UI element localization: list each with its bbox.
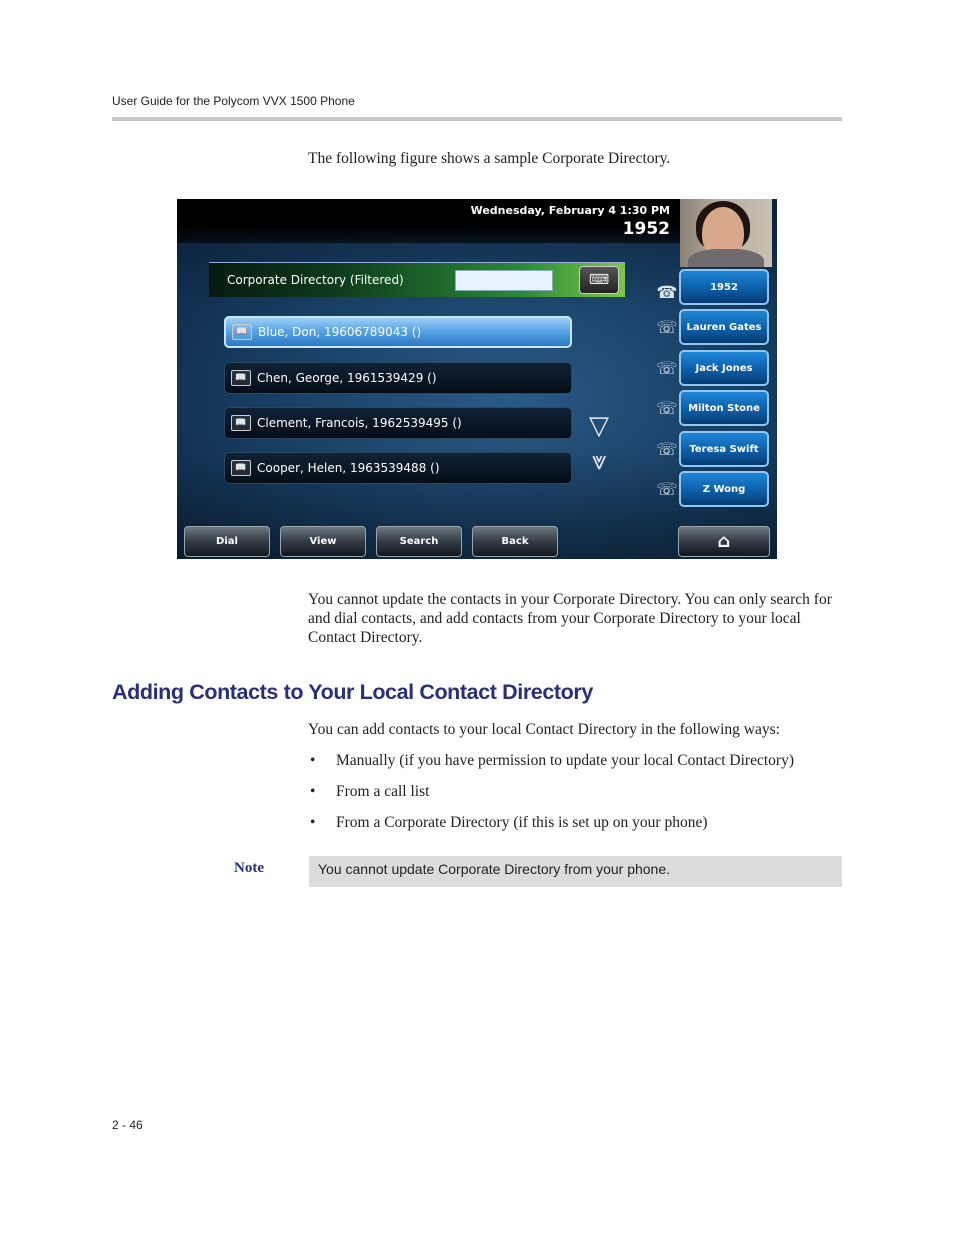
list-item: • Manually (if you have permission to update your local Contact Directory) <box>310 752 794 769</box>
speed-dial-icon: ☏ <box>656 440 678 460</box>
date-time: Wednesday, February 4 1:30 PM <box>470 204 670 217</box>
line-button[interactable]: Lauren Gates <box>679 309 769 345</box>
intro-paragraph: The following figure shows a sample Corporate Directory. <box>308 150 671 167</box>
softkey-dial[interactable]: Dial <box>184 526 270 557</box>
book-icon: 📖 <box>231 460 251 476</box>
softkey-back[interactable]: Back <box>472 526 558 557</box>
page-down-icon[interactable]: ⩔ <box>591 446 607 476</box>
directory-entry[interactable] <box>224 452 572 484</box>
line-button[interactable]: Jack Jones <box>679 350 769 386</box>
directory-title-bar <box>209 262 625 297</box>
directory-entry[interactable] <box>224 362 572 394</box>
entry-label: Blue, Don, 19606789043 () <box>258 325 422 339</box>
running-head: User Guide for the Polycom VVX 1500 Phone <box>112 94 355 108</box>
section-lead: You can add contacts to your local Contact Directory in the following ways: <box>308 721 780 738</box>
list-item: • From a Corporate Directory (if this is set up on your phone) <box>310 814 708 831</box>
extension-number: 1952 <box>622 219 670 239</box>
line-button[interactable]: 1952 <box>679 269 769 305</box>
entry-label: Clement, Francois, 1962539495 () <box>257 416 462 430</box>
home-icon[interactable]: ⌂ <box>678 526 770 557</box>
caller-photo <box>680 199 772 267</box>
softkey-view[interactable]: View <box>280 526 366 557</box>
speed-dial-icon: ☏ <box>656 480 678 500</box>
phone-screen-figure <box>177 199 777 559</box>
speed-dial-icon: ☏ <box>656 318 678 338</box>
line-button[interactable]: Milton Stone <box>679 390 769 426</box>
entry-label: Chen, George, 1961539429 () <box>257 371 437 385</box>
scroll-down-icon[interactable]: ▽ <box>589 411 609 441</box>
book-icon: 📖 <box>231 415 251 431</box>
status-bar <box>177 199 680 243</box>
directory-search-input[interactable] <box>455 270 553 291</box>
directory-title: Corporate Directory (Filtered) <box>227 273 404 287</box>
book-icon: 📖 <box>231 370 251 386</box>
line-button[interactable]: Teresa Swift <box>679 431 769 467</box>
keyboard-icon[interactable]: ⌨ <box>579 266 619 294</box>
speed-dial-icon: ☏ <box>656 399 678 419</box>
line-button[interactable]: Z Wong <box>679 471 769 507</box>
note-box: You cannot update Corporate Directory from your phone. <box>309 856 842 887</box>
softkey-search[interactable]: Search <box>376 526 462 557</box>
header-rule <box>112 117 842 121</box>
list-item: • From a call list <box>310 783 430 800</box>
body-paragraph: You cannot update the contacts in your Corporate Directory. You can only search for and dial contacts, and add contacts from your Corporate Directory to your local Contact Directory. <box>308 591 832 646</box>
speed-dial-icon: ☏ <box>656 359 678 379</box>
ways-list <box>308 750 853 843</box>
note-label: Note <box>234 860 264 876</box>
handset-icon: ☎ <box>656 283 678 303</box>
section-heading: Adding Contacts to Your Local Contact Directory <box>112 680 593 704</box>
directory-entry[interactable] <box>224 407 572 439</box>
page-number: 2 - 46 <box>112 1118 143 1132</box>
directory-entry[interactable] <box>224 316 572 348</box>
book-icon: 📖 <box>232 324 252 340</box>
entry-label: Cooper, Helen, 1963539488 () <box>257 461 440 475</box>
